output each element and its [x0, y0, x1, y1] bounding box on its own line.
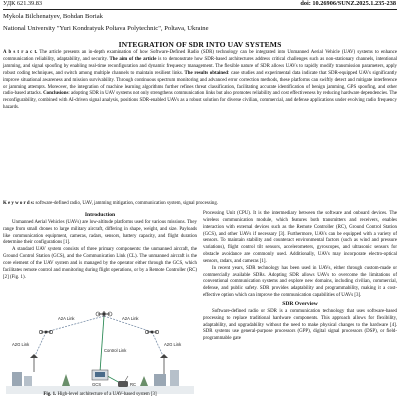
paper-title: INTEGRATION OF SDR INTO UAV SYSTEMS — [118, 40, 282, 49]
abstract-text-4: : adopting SDR in UAV systems not only strengthens communication links but also promotes reliability and cost effectiveness by reducing hardware dependencies. The reconfigurability, combined with AI-driven signal analysis, positions SDR-enabled UAVs as a robust solution for diverse civilian, commercial, and defense applications under evolving radio frequency hazards. — [3, 91, 398, 111]
a2a-link-label: A2A Link — [122, 316, 139, 321]
right-column — [203, 211, 397, 343]
abstract-text-3: : case studies and experimental data indicate that SDR-equipped UAVs significantly improve situational awareness and mission survivability. Through continuous spectrum monitoring and advanced error correction methods, these platforms can swiftly detect and mitigate interference or jamming attempts. Moreover, the integration of machine learning algorithms further refines threat classification, facilitating accurate identification of benign jamming, GPS spoofing, and other radio-based attacks. — [3, 70, 397, 97]
affiliation: National University "Yuri Kondratyuk Poltava Polytechnic", Poltava, Ukraine — [3, 25, 209, 32]
running-header — [0, 0, 400, 8]
a2a-link-label-left: A2A Link — [58, 316, 75, 321]
section-heading-introduction: Introduction — [84, 212, 116, 218]
uav-top-icon — [96, 311, 112, 317]
figure-caption-text: High-level architecture of a UAV-based system [3] — [56, 392, 157, 397]
authors: Mykola Bilchenatyev, Bohdan Boriak — [3, 13, 103, 20]
abstract-text-2: is to demonstrate how SDR-based architectures address critical challenges such as non-stationary channels, intentional jamming, and signal spoofing by enabling real-time reconfiguration and dynamic frequency management. The flexible nature of SDR allows UAVs to rapidly modify transmission parameters, apply robust coding techniques, and switch among multiple channels to maintain resilient links. — [3, 56, 398, 76]
keywords-label: K e y w o r d s: — [3, 201, 35, 206]
figure-caption — [4, 392, 196, 397]
intro-paragraph-2: A standard UAV system consists of three primary components: the unmanned aircraft, the Ground Control Station (GCS), and the Communication Link (CL). The unmanned aircraft is the core element of the UAV system and is managed by the operator either through the GCS, which facilitates remote control and monitoring during flight operations, or by a Remote Controller (RC) [2] (Fig. 1). — [3, 247, 197, 280]
body-paragraph-sdr-def: Software-defined radio or SDR is a communication technology that uses software-based processing to replace traditional hardware components. This approach allows for flexibility, adaptability, and upgradability without the need to make physical changes to the hardware [4]. SDR systems use general-purpose processors (GPP), digital signal processors (DSP), or field-programmable gate — [203, 308, 397, 342]
gcs-label: GCS — [92, 382, 102, 387]
abstract-results-label: The results obtained — [182, 70, 229, 76]
a2g-link-label-right: A2G Link — [164, 342, 182, 347]
intro-paragraph-1: Unmanned Aerial Vehicles (UAVs) are low-altitude platforms used for various missions. They range from small drones to large military aircraft, differing in shape, weight, and size. Payloads like communication equipment, cameras, radars, sensors, battery capacity, and flight duration determine their configurations [1]. — [3, 219, 197, 246]
body-paragraph-cpu: Processing Unit (CPU). It is the intermediary between the software and onboard devices. The wireless communication module, which features both transmitters and receivers, enables interaction with external devices such as the Remote Controller (RC), Ground Control Station (GCS), and other UAVs if necessary [3]. Furthermore, UAVs can be equipped with a variety of sensors. To maintain stability and counteract environmental factors (such as wind and pressure variations), flight control tilt sensors, accelerometers, gyroscopes, and ultrasonic sensors for obstacle avoidance are commonly used. Additionally, UAVs may incorporate electro-optical sensors, radars, and cameras [1]. — [203, 211, 397, 264]
control-link-label: Control Link — [104, 348, 127, 353]
udc-code: УДК 621.39.83 — [3, 0, 43, 7]
gcs-station-icon — [92, 370, 108, 380]
abstract-text-1: The article presents an in-depth examination of how Software-Defined Radio (SDR) technology can be integrated into Unmanned Aerial Vehicle (UAV) systems to enhance communication reliability, adaptability, and security. — [3, 50, 397, 62]
a2g-link-label-left: A2G Link — [12, 342, 30, 347]
doi-label[interactable]: doi: 10.26906/SUNZ.2025.1.235-238 — [300, 0, 396, 7]
uav-architecture-figure — [4, 302, 196, 396]
abstract-aim-label: The aim of the article — [107, 56, 157, 62]
abstract-label: A b s t r a c t. — [3, 50, 38, 55]
body-paragraph-sdr-uav: In recent years, SDR technology has been used in UAVs, either through custom-made or commercially available SDRs. Adopting SDR allows UAVs to overcome the limitations of conventional communication systems and explore new domains, including civilian, commercial, defense, and public safety. SDR provides adaptability and programmability, making it a cost-effective option which can improve the communication capabilities of UAVs [3]. — [203, 265, 397, 299]
rc-label: RC — [130, 382, 137, 387]
header-divider — [3, 9, 397, 10]
keywords — [3, 201, 397, 208]
abstract — [3, 50, 397, 112]
abstract-conclusions-label: Conclusions — [41, 91, 69, 97]
figure-caption-number: Fig. 1. — [43, 392, 57, 397]
left-column — [3, 211, 197, 281]
keywords-text: software-defined radio, UAV, jamming mitigation, communication system, signal processing. — [34, 201, 219, 206]
section-heading-sdr-overview: SDR Overview — [282, 300, 318, 307]
